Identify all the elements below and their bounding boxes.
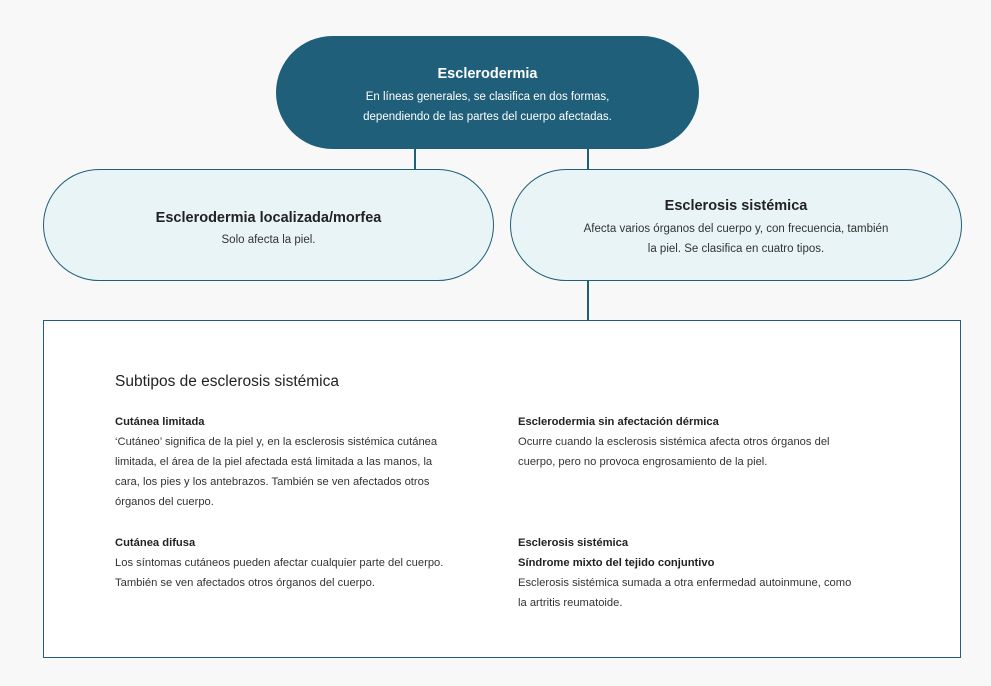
root-node-esclerodermia (276, 36, 699, 149)
subtype-limited-cutaneous (115, 412, 490, 512)
subtype-text-line: cara, los pies y los antebrazos. También se ven afectados otros (115, 476, 430, 488)
right-node-desc-line-1: Afecta varios órganos del cuerpo y, con frecuencia, también (583, 223, 889, 235)
subtype-text-line: También se ven afectados otros órganos del cuerpo. (115, 577, 375, 589)
subtype-text-line: Esclerosis sistémica sumada a otra enfermedad autoinmune, como (518, 577, 852, 589)
subtype-heading: Esclerodermia sin afectación dérmica (518, 416, 719, 428)
node-systemic-sclerosis (510, 169, 962, 281)
subtype-text-line: la artritis reumatoide. (518, 597, 623, 609)
subtype-text-line: limitada, el área de la piel afectada está limitada a las manos, la (115, 456, 433, 468)
root-desc-line-2: dependiendo de las partes del cuerpo afectadas. (363, 111, 612, 123)
subtype-text-line: cuerpo, pero no provoca engrosamiento de la piel. (518, 456, 768, 468)
subtype-diffuse-cutaneous (115, 533, 490, 593)
subtype-heading: Cutánea difusa (115, 537, 196, 549)
right-node-desc-line-2: la piel. Se clasifica en cuatro tipos. (647, 243, 825, 255)
root-title: Esclerodermia (437, 66, 538, 82)
node-localized-morphea (43, 169, 494, 281)
subtype-text-line: ‘Cutáneo’ significa de la piel y, en la esclerosis sistémica cutánea (115, 436, 438, 448)
connector-root-right (587, 149, 589, 169)
subtype-overlap-syndrome (518, 533, 893, 613)
subtypes-title: Subtipos de esclerosis sistémica (115, 373, 339, 390)
subtypes-box (43, 320, 961, 658)
subtype-heading: Cutánea limitada (115, 416, 205, 428)
subtype-text-line: Los síntomas cutáneos pueden afectar cualquier parte del cuerpo. (115, 557, 444, 569)
connector-right-subtypes (587, 281, 589, 320)
right-node-title: Esclerosis sistémica (664, 198, 808, 214)
left-node-desc: Solo afecta la piel. (221, 234, 316, 246)
subtype-heading: Esclerosis sistémica (518, 537, 629, 549)
subtype-heading-secondary: Síndrome mixto del tejido conjuntivo (518, 557, 715, 569)
subtype-sine-scleroderma (518, 412, 893, 472)
subtype-text-line: órganos del cuerpo. (115, 496, 214, 508)
left-node-title: Esclerodermia localizada/morfea (155, 210, 382, 226)
subtype-text-line: Ocurre cuando la esclerosis sistémica afecta otros órganos del (518, 436, 830, 448)
connector-root-left (414, 149, 416, 169)
root-desc-line-1: En líneas generales, se clasifica en dos formas, (365, 91, 610, 103)
